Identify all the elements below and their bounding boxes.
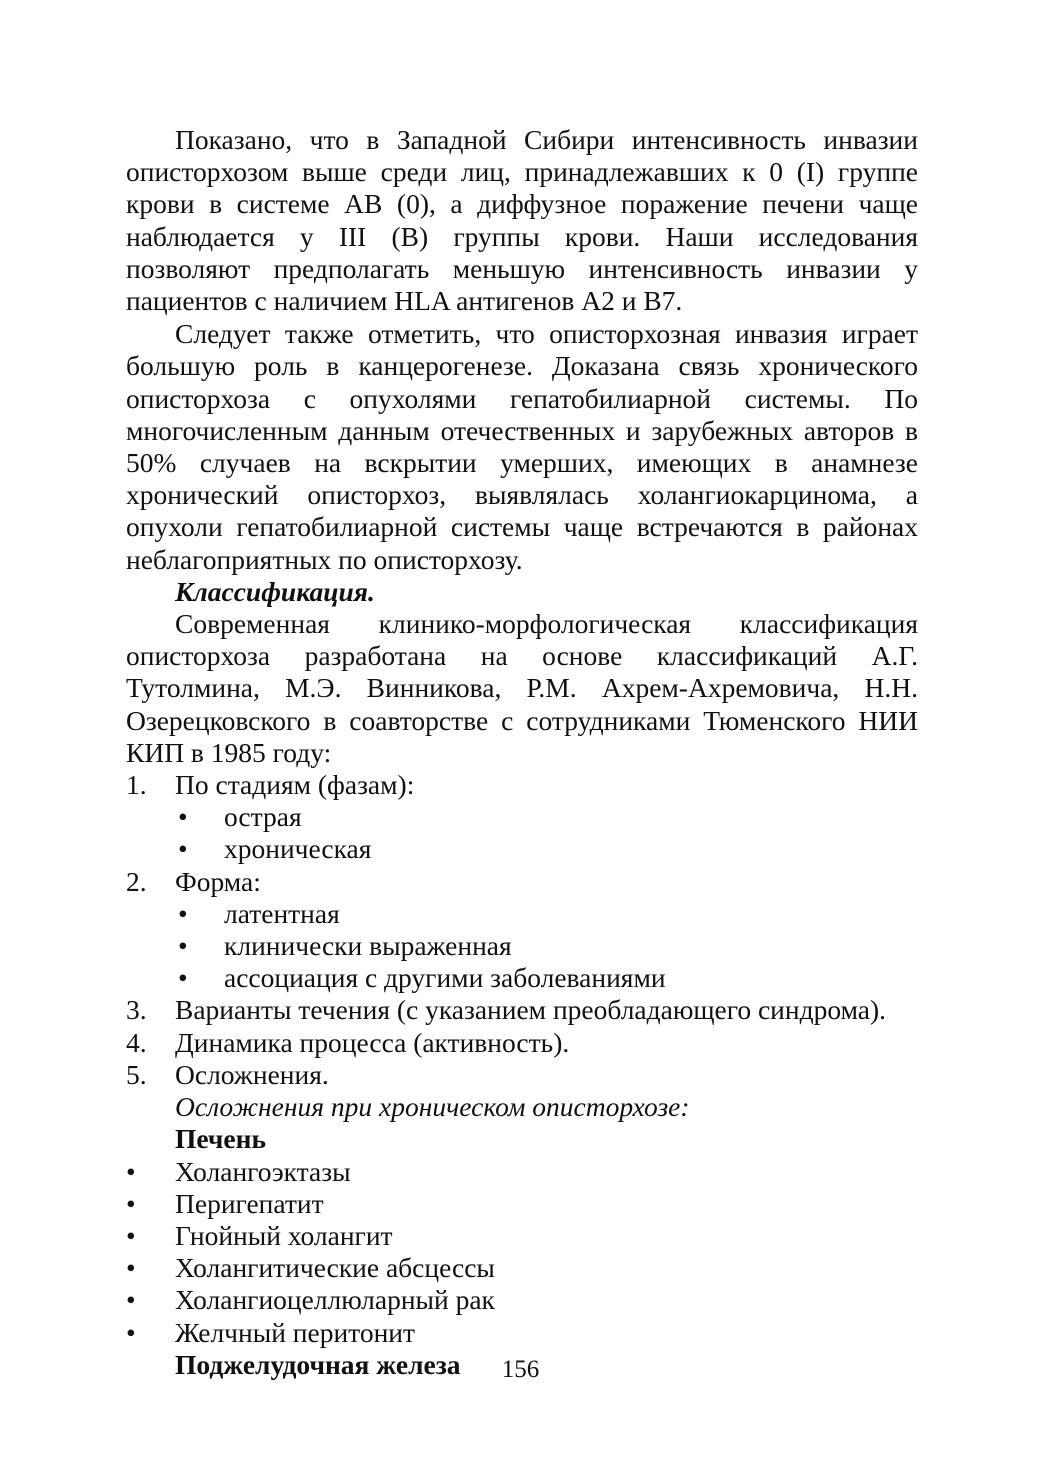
sub-list-item <box>126 801 918 833</box>
sub-list-text: хроническая <box>224 833 372 865</box>
bullet-icon: • <box>126 1187 136 1219</box>
bullet-icon: • <box>178 962 188 994</box>
sub-list-text: ассоциация с другими заболеваниями <box>224 962 666 994</box>
list-item <box>126 866 918 898</box>
sub-list-item <box>126 833 918 865</box>
sub-list-text: острая <box>224 801 302 833</box>
paragraph-classification: Современная клинико-морфологическая классификация описторхоза разработана на основе классификаций А.Г. Тутолмина, М.Э. Винникова, Р.М. Ахрем-Ахремовича, Н.Н. Озерецковского в соавторстве с сотрудниками Тюменского НИИ КИП в 1985 году: <box>126 608 918 768</box>
page-body <box>126 124 918 1381</box>
list-number: 1. <box>126 769 147 801</box>
sub-list-text: клинически выраженная <box>224 930 512 962</box>
liver-list-item <box>126 1220 918 1252</box>
liver-item-text: Перигепатит <box>175 1187 324 1219</box>
list-item <box>126 1059 918 1091</box>
bullet-icon: • <box>126 1155 136 1187</box>
liver-title: Печень <box>175 1123 267 1155</box>
liver-item-text: Гнойный холангит <box>175 1219 393 1251</box>
list-text: Динамика процесса (активность). <box>175 1026 570 1058</box>
list-text: Варианты течения (с указанием преобладающего синдрома). <box>175 994 887 1026</box>
sub-list-text: латентная <box>224 897 340 929</box>
liver-list-item <box>126 1188 918 1220</box>
complications-title: Осложнения при хроническом описторхозе: <box>175 1091 690 1123</box>
liver-item-text: Холангиоцеллюларный рак <box>175 1284 495 1316</box>
paragraph-carcinogenesis: Следует также отметить, что описторхозная инвазия играет большую роль в канцерогенезе. Доказана связь хронического описторхоза с опухолями гепатобилиарной системы. По многочисленным данным отечественных и зарубежных авторов в 50% случаев на вскрытии умерших, имеющих в анамнезе хронический описторхоз, выявлялась холангиокарцинома, а опухоли гепатобилиарной системы чаще встречаются в районах неблагоприятных по описторхозу. <box>126 318 918 575</box>
list-text: Форма: <box>175 865 261 897</box>
bullet-icon: • <box>126 1316 136 1348</box>
sub-list-item <box>126 930 918 962</box>
bullet-icon: • <box>178 930 188 962</box>
liver-item-text: Холангитические абсцессы <box>175 1252 495 1284</box>
page-number: 156 <box>501 1356 540 1383</box>
bullet-icon: • <box>178 801 188 833</box>
section-heading-classification: Классификация. <box>175 575 375 607</box>
list-number: 3. <box>126 994 147 1026</box>
liver-list-item <box>126 1284 918 1316</box>
pancreas-title: Поджелудочная железа <box>175 1348 461 1380</box>
bullet-icon: • <box>126 1252 136 1284</box>
list-number: 2. <box>126 865 147 897</box>
liver-item-text: Желчный перитонит <box>175 1316 416 1348</box>
sub-list-item <box>126 898 918 930</box>
list-text: По стадиям (фазам): <box>175 769 415 801</box>
sub-list-item <box>126 962 918 994</box>
list-number: 5. <box>126 1058 147 1090</box>
bullet-icon: • <box>126 1284 136 1316</box>
list-text: Осложнения. <box>175 1058 329 1090</box>
list-item <box>126 1027 918 1059</box>
bullet-icon: • <box>178 833 188 865</box>
liver-list-item <box>126 1317 918 1349</box>
liver-list-item <box>126 1156 918 1188</box>
bullet-icon: • <box>126 1219 136 1251</box>
list-number: 4. <box>126 1026 147 1058</box>
list-item <box>126 994 918 1026</box>
liver-item-text: Холангоэктазы <box>175 1155 351 1187</box>
paragraph-blood-groups: Показано, что в Западной Сибири интенсивность инвазии описторхозом выше среди лиц, принадлежавших к 0 (I) группе крови в системе АВ (0), а диффузное поражение печени чаще наблюдается у III (В) группы крови. Наши исследования позволяют предполагать меньшую интенсивность инвазии у пациентов с наличием HLA антигенов А2 и В7. <box>126 124 918 317</box>
bullet-icon: • <box>178 897 188 929</box>
list-item <box>126 769 918 801</box>
liver-list-item <box>126 1252 918 1284</box>
